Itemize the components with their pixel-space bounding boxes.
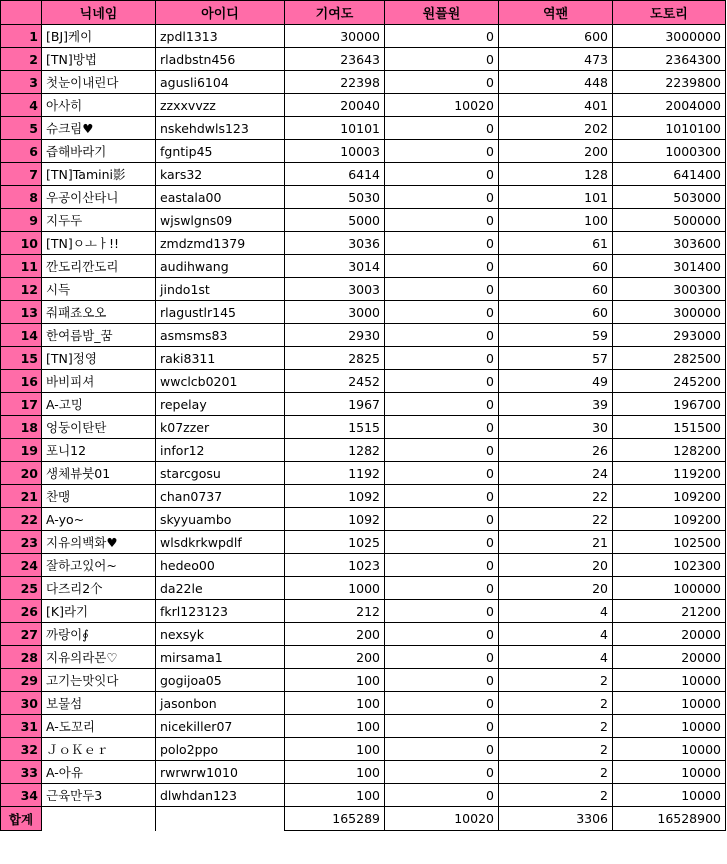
nickname-cell: [TN]ㅇㅗㅏ!! [42,232,156,255]
reverse-fan-cell: 61 [499,232,613,255]
id-cell: chan0737 [156,485,285,508]
id-cell: hedeo00 [156,554,285,577]
table-row [1,439,726,462]
table-row [1,94,726,117]
id-cell: da22le [156,577,285,600]
reverse-fan-cell: 2 [499,784,613,807]
id-cell: nskehdwls123 [156,117,285,140]
table-row [1,232,726,255]
id-cell: wjswlgns09 [156,209,285,232]
row-number: 3 [1,71,42,94]
nickname-cell: 지유의라몬♡ [42,646,156,669]
acorn-cell: 2239800 [613,71,726,94]
contribution-cell: 2930 [285,324,385,347]
id-cell: nicekiller07 [156,715,285,738]
table-body [1,25,726,807]
row-number: 7 [1,163,42,186]
reverse-fan-cell: 473 [499,48,613,71]
table-row [1,347,726,370]
contribution-cell: 5030 [285,186,385,209]
one-plus-one-cell: 0 [385,623,499,646]
table-row [1,669,726,692]
reverse-fan-cell: 2 [499,738,613,761]
reverse-fan-cell: 57 [499,347,613,370]
acorn-cell: 21200 [613,600,726,623]
contribution-cell: 2825 [285,347,385,370]
reverse-fan-cell: 60 [499,255,613,278]
corner-cell [1,1,42,25]
contribution-cell: 10101 [285,117,385,140]
id-cell: kars32 [156,163,285,186]
one-plus-one-cell: 0 [385,48,499,71]
table-row [1,738,726,761]
reverse-fan-cell: 4 [499,600,613,623]
header-acorn: 도토리 [613,1,726,25]
reverse-fan-cell: 202 [499,117,613,140]
nickname-cell: 한여름밤_꿈 [42,324,156,347]
row-number: 14 [1,324,42,347]
row-number: 21 [1,485,42,508]
table-row [1,784,726,807]
nickname-cell: [TN]Tamini影 [42,163,156,186]
contribution-cell: 3000 [285,301,385,324]
table-row [1,278,726,301]
reverse-fan-cell: 39 [499,393,613,416]
totals-label: 합계 [1,807,42,831]
acorn-cell: 109200 [613,508,726,531]
contribution-cell: 100 [285,738,385,761]
table-row [1,140,726,163]
reverse-fan-cell: 22 [499,508,613,531]
table-row [1,117,726,140]
one-plus-one-cell: 0 [385,485,499,508]
row-number: 29 [1,669,42,692]
one-plus-one-cell: 0 [385,508,499,531]
header-contribution: 기여도 [285,1,385,25]
nickname-cell: [K]라기 [42,600,156,623]
id-cell: fgntip45 [156,140,285,163]
table-row [1,393,726,416]
reverse-fan-cell: 20 [499,554,613,577]
one-plus-one-cell: 10020 [385,94,499,117]
id-cell: dlwhdan123 [156,784,285,807]
row-number: 26 [1,600,42,623]
acorn-cell: 151500 [613,416,726,439]
one-plus-one-cell: 0 [385,439,499,462]
reverse-fan-cell: 60 [499,301,613,324]
one-plus-one-cell: 0 [385,715,499,738]
one-plus-one-cell: 0 [385,232,499,255]
reverse-fan-cell: 2 [499,715,613,738]
table-row [1,577,726,600]
id-cell: zpdl1313 [156,25,285,48]
contribution-cell: 23643 [285,48,385,71]
one-plus-one-cell: 0 [385,784,499,807]
table-row [1,485,726,508]
nickname-cell: 찬맹 [42,485,156,508]
one-plus-one-cell: 0 [385,692,499,715]
acorn-cell: 282500 [613,347,726,370]
contribution-cell: 10003 [285,140,385,163]
id-cell: rwrwrw1010 [156,761,285,784]
row-number: 24 [1,554,42,577]
reverse-fan-cell: 401 [499,94,613,117]
row-number: 5 [1,117,42,140]
one-plus-one-cell: 0 [385,370,499,393]
row-number: 22 [1,508,42,531]
contribution-cell: 2452 [285,370,385,393]
nickname-cell: 근육만두3 [42,784,156,807]
one-plus-one-cell: 0 [385,209,499,232]
table-row [1,623,726,646]
acorn-cell: 10000 [613,692,726,715]
acorn-cell: 102500 [613,531,726,554]
table-row [1,71,726,94]
contribution-cell: 1192 [285,462,385,485]
acorn-cell: 245200 [613,370,726,393]
one-plus-one-cell: 0 [385,577,499,600]
nickname-cell: 잘하고있어~ [42,554,156,577]
nickname-cell: 우공이산타니 [42,186,156,209]
acorn-cell: 109200 [613,485,726,508]
nickname-cell: 즙해바라기 [42,140,156,163]
id-cell: audihwang [156,255,285,278]
row-number: 10 [1,232,42,255]
reverse-fan-cell: 21 [499,531,613,554]
contribution-cell: 3003 [285,278,385,301]
contribution-cell: 1092 [285,508,385,531]
reverse-fan-cell: 200 [499,140,613,163]
acorn-cell: 2364300 [613,48,726,71]
nickname-cell: [TN]방법 [42,48,156,71]
total-reverse-fan: 3306 [499,807,613,831]
nickname-cell: [TN]정영 [42,347,156,370]
acorn-cell: 119200 [613,462,726,485]
header-row [1,1,726,25]
acorn-cell: 10000 [613,715,726,738]
row-number: 8 [1,186,42,209]
one-plus-one-cell: 0 [385,71,499,94]
nickname-cell: 고기는맛잇다 [42,669,156,692]
one-plus-one-cell: 0 [385,416,499,439]
nickname-cell: 포니12 [42,439,156,462]
one-plus-one-cell: 0 [385,669,499,692]
nickname-cell: ＪｏＫｅｒ [42,738,156,761]
reverse-fan-cell: 30 [499,416,613,439]
id-cell: wwclcb0201 [156,370,285,393]
totals-blank-id [156,807,285,831]
contribution-cell: 3014 [285,255,385,278]
acorn-cell: 20000 [613,646,726,669]
id-cell: wlsdkrkwpdlf [156,531,285,554]
acorn-cell: 300300 [613,278,726,301]
one-plus-one-cell: 0 [385,646,499,669]
id-cell: nexsyk [156,623,285,646]
one-plus-one-cell: 0 [385,163,499,186]
contribution-cell: 6414 [285,163,385,186]
nickname-cell: 시득 [42,278,156,301]
row-number: 18 [1,416,42,439]
nickname-cell: 까랑이∮ [42,623,156,646]
id-cell: jasonbon [156,692,285,715]
id-cell: gogijoa05 [156,669,285,692]
id-cell: fkrl123123 [156,600,285,623]
nickname-cell: 보물섬 [42,692,156,715]
id-cell: k07zzer [156,416,285,439]
reverse-fan-cell: 448 [499,71,613,94]
one-plus-one-cell: 0 [385,462,499,485]
acorn-cell: 102300 [613,554,726,577]
row-number: 27 [1,623,42,646]
reverse-fan-cell: 600 [499,25,613,48]
id-cell: repelay [156,393,285,416]
reverse-fan-cell: 100 [499,209,613,232]
row-number: 30 [1,692,42,715]
table-row [1,554,726,577]
one-plus-one-cell: 0 [385,301,499,324]
row-number: 2 [1,48,42,71]
one-plus-one-cell: 0 [385,347,499,370]
acorn-cell: 20000 [613,623,726,646]
acorn-cell: 500000 [613,209,726,232]
nickname-cell: 아사히 [42,94,156,117]
nickname-cell: A-yo~ [42,508,156,531]
row-number: 28 [1,646,42,669]
table-row [1,508,726,531]
id-cell: mirsama1 [156,646,285,669]
acorn-cell: 303600 [613,232,726,255]
reverse-fan-cell: 20 [499,577,613,600]
header-reverse-fan: 역팬 [499,1,613,25]
contribution-cell: 200 [285,623,385,646]
acorn-cell: 3000000 [613,25,726,48]
id-cell: jindo1st [156,278,285,301]
contribution-cell: 30000 [285,25,385,48]
reverse-fan-cell: 128 [499,163,613,186]
one-plus-one-cell: 0 [385,761,499,784]
one-plus-one-cell: 0 [385,255,499,278]
nickname-cell: 지두두 [42,209,156,232]
one-plus-one-cell: 0 [385,117,499,140]
row-number: 25 [1,577,42,600]
contribution-cell: 1282 [285,439,385,462]
row-number: 15 [1,347,42,370]
row-number: 12 [1,278,42,301]
table-row [1,255,726,278]
acorn-cell: 293000 [613,324,726,347]
row-number: 4 [1,94,42,117]
acorn-cell: 10000 [613,669,726,692]
table-row [1,692,726,715]
acorn-cell: 1010100 [613,117,726,140]
id-cell: raki8311 [156,347,285,370]
id-cell: skyyuambo [156,508,285,531]
row-number: 31 [1,715,42,738]
row-number: 23 [1,531,42,554]
reverse-fan-cell: 60 [499,278,613,301]
acorn-cell: 300000 [613,301,726,324]
totals-blank-nickname [42,807,156,831]
contribution-cell: 1025 [285,531,385,554]
reverse-fan-cell: 2 [499,761,613,784]
one-plus-one-cell: 0 [385,600,499,623]
id-cell: zzxxvvzz [156,94,285,117]
acorn-cell: 301400 [613,255,726,278]
id-cell: polo2ppo [156,738,285,761]
nickname-cell: A-고밍 [42,393,156,416]
nickname-cell: 엉둥이탄탄 [42,416,156,439]
total-one-plus-one: 10020 [385,807,499,831]
totals-row [1,807,726,831]
id-cell: rlagustlr145 [156,301,285,324]
table-row [1,48,726,71]
id-cell: infor12 [156,439,285,462]
one-plus-one-cell: 0 [385,554,499,577]
table-row [1,209,726,232]
one-plus-one-cell: 0 [385,278,499,301]
contribution-cell: 200 [285,646,385,669]
acorn-cell: 503000 [613,186,726,209]
table-row [1,600,726,623]
row-number: 9 [1,209,42,232]
row-number: 1 [1,25,42,48]
one-plus-one-cell: 0 [385,531,499,554]
total-contribution: 165289 [285,807,385,831]
nickname-cell: 슈크림♥ [42,117,156,140]
row-number: 20 [1,462,42,485]
acorn-cell: 10000 [613,761,726,784]
reverse-fan-cell: 24 [499,462,613,485]
acorn-cell: 196700 [613,393,726,416]
table-row [1,163,726,186]
id-cell: agusli6104 [156,71,285,94]
table-row [1,715,726,738]
nickname-cell: A-아유 [42,761,156,784]
nickname-cell: 깐도리깐도리 [42,255,156,278]
nickname-cell: [BJ]케이 [42,25,156,48]
nickname-cell: A-도꼬리 [42,715,156,738]
acorn-cell: 10000 [613,738,726,761]
id-cell: asmsms83 [156,324,285,347]
reverse-fan-cell: 59 [499,324,613,347]
nickname-cell: 줘패죠오오 [42,301,156,324]
acorn-cell: 10000 [613,784,726,807]
header-one-plus-one: 원플원 [385,1,499,25]
id-cell: starcgosu [156,462,285,485]
contribution-cell: 3036 [285,232,385,255]
id-cell: eastala00 [156,186,285,209]
contribution-cell: 100 [285,715,385,738]
table-row [1,186,726,209]
table-row [1,646,726,669]
table-row [1,761,726,784]
reverse-fan-cell: 101 [499,186,613,209]
id-cell: rladbstn456 [156,48,285,71]
contribution-cell: 20040 [285,94,385,117]
acorn-cell: 1000300 [613,140,726,163]
row-number: 6 [1,140,42,163]
header-nickname: 닉네임 [42,1,156,25]
row-number: 11 [1,255,42,278]
contribution-cell: 5000 [285,209,385,232]
table-row [1,462,726,485]
header-id: 아이디 [156,1,285,25]
reverse-fan-cell: 4 [499,646,613,669]
reverse-fan-cell: 49 [499,370,613,393]
table-row [1,370,726,393]
contribution-cell: 100 [285,669,385,692]
acorn-cell: 641400 [613,163,726,186]
reverse-fan-cell: 2 [499,669,613,692]
contribution-cell: 212 [285,600,385,623]
contribution-cell: 1000 [285,577,385,600]
contribution-cell: 22398 [285,71,385,94]
nickname-cell: 생체뷰붓01 [42,462,156,485]
row-number: 17 [1,393,42,416]
row-number: 33 [1,761,42,784]
contribution-cell: 1023 [285,554,385,577]
table-row [1,25,726,48]
nickname-cell: 다즈리2个 [42,577,156,600]
nickname-cell: 지유의백화♥ [42,531,156,554]
contribution-cell: 100 [285,692,385,715]
one-plus-one-cell: 0 [385,738,499,761]
table-row [1,531,726,554]
total-acorn: 16528900 [613,807,726,831]
acorn-cell: 128200 [613,439,726,462]
one-plus-one-cell: 0 [385,140,499,163]
contribution-cell: 1967 [285,393,385,416]
reverse-fan-cell: 26 [499,439,613,462]
table-row [1,416,726,439]
table-row [1,324,726,347]
contribution-cell: 100 [285,761,385,784]
id-cell: zmdzmd1379 [156,232,285,255]
row-number: 34 [1,784,42,807]
reverse-fan-cell: 2 [499,692,613,715]
nickname-cell: 첫눈이내린다 [42,71,156,94]
row-number: 32 [1,738,42,761]
contribution-cell: 100 [285,784,385,807]
acorn-cell: 100000 [613,577,726,600]
contribution-cell: 1515 [285,416,385,439]
row-number: 13 [1,301,42,324]
table-row [1,301,726,324]
one-plus-one-cell: 0 [385,25,499,48]
contribution-cell: 1092 [285,485,385,508]
one-plus-one-cell: 0 [385,186,499,209]
reverse-fan-cell: 4 [499,623,613,646]
nickname-cell: 바비피셔 [42,370,156,393]
acorn-cell: 2004000 [613,94,726,117]
one-plus-one-cell: 0 [385,324,499,347]
row-number: 19 [1,439,42,462]
one-plus-one-cell: 0 [385,393,499,416]
row-number: 16 [1,370,42,393]
reverse-fan-cell: 22 [499,485,613,508]
